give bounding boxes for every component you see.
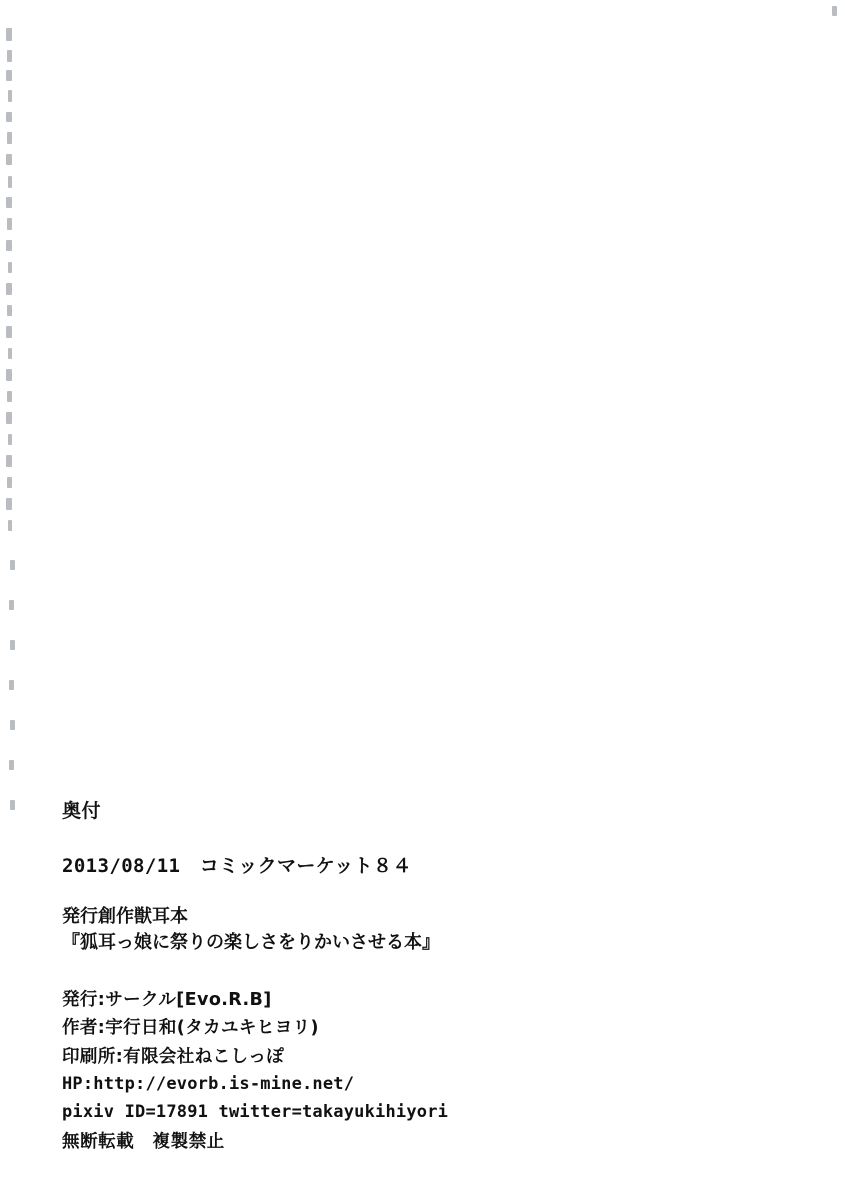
scan-mark bbox=[6, 455, 12, 467]
credit-social: pixiv ID=17891 twitter=takayukihiyori bbox=[62, 1101, 449, 1122]
scan-mark bbox=[7, 305, 12, 316]
scan-mark bbox=[9, 600, 14, 610]
scan-mark bbox=[7, 132, 12, 144]
scan-edge-artifacts bbox=[0, 0, 26, 1200]
scan-mark bbox=[6, 240, 12, 251]
scan-mark bbox=[8, 434, 12, 445]
scan-mark bbox=[7, 391, 12, 402]
work-kind-label: 発行創作獣耳本 bbox=[62, 905, 188, 927]
credit-homepage: HP:http://evorb.is-mine.net/ bbox=[62, 1074, 355, 1095]
credit-publisher: 発行:サークル[Evo.R.B] bbox=[62, 989, 272, 1010]
work-info bbox=[62, 904, 762, 956]
scan-mark bbox=[6, 197, 12, 208]
scan-mark bbox=[8, 90, 12, 102]
scan-mark bbox=[9, 680, 14, 690]
scan-mark bbox=[10, 720, 15, 730]
scan-mark bbox=[10, 560, 15, 570]
scan-mark bbox=[9, 760, 14, 770]
scan-mark bbox=[6, 112, 12, 122]
scan-mark bbox=[8, 520, 12, 531]
scan-mark bbox=[7, 477, 12, 488]
scan-mark bbox=[6, 70, 12, 81]
scan-mark bbox=[6, 283, 12, 295]
scan-mark bbox=[6, 369, 12, 381]
colophon-heading: 奥付 bbox=[62, 800, 102, 822]
scan-mark bbox=[7, 218, 12, 230]
event-date-line: 2013/08/11 コミックマーケット８４ bbox=[62, 854, 412, 877]
scan-mark bbox=[6, 412, 12, 424]
work-title: 『狐耳っ娘に祭りの楽しさをりかいさせる本』 bbox=[62, 931, 440, 953]
colophon-block bbox=[62, 800, 762, 1156]
scan-mark bbox=[10, 800, 15, 810]
scan-mark bbox=[7, 50, 12, 62]
scan-mark bbox=[6, 154, 12, 165]
scan-mark bbox=[8, 176, 12, 188]
scan-mark bbox=[10, 640, 15, 650]
credit-printer: 印刷所:有限会社ねこしっぽ bbox=[62, 1046, 285, 1067]
scan-mark bbox=[6, 28, 12, 41]
scan-mark bbox=[6, 498, 12, 510]
scan-mark bbox=[8, 262, 12, 273]
credits-list bbox=[62, 986, 762, 1156]
scan-mark bbox=[8, 348, 12, 359]
scan-mark bbox=[6, 326, 12, 338]
credit-copyright-notice: 無断転載 複製禁止 bbox=[62, 1132, 225, 1153]
scan-mark bbox=[832, 6, 837, 16]
credit-author: 作者:宇行日和(タカユキヒヨリ) bbox=[62, 1018, 319, 1039]
